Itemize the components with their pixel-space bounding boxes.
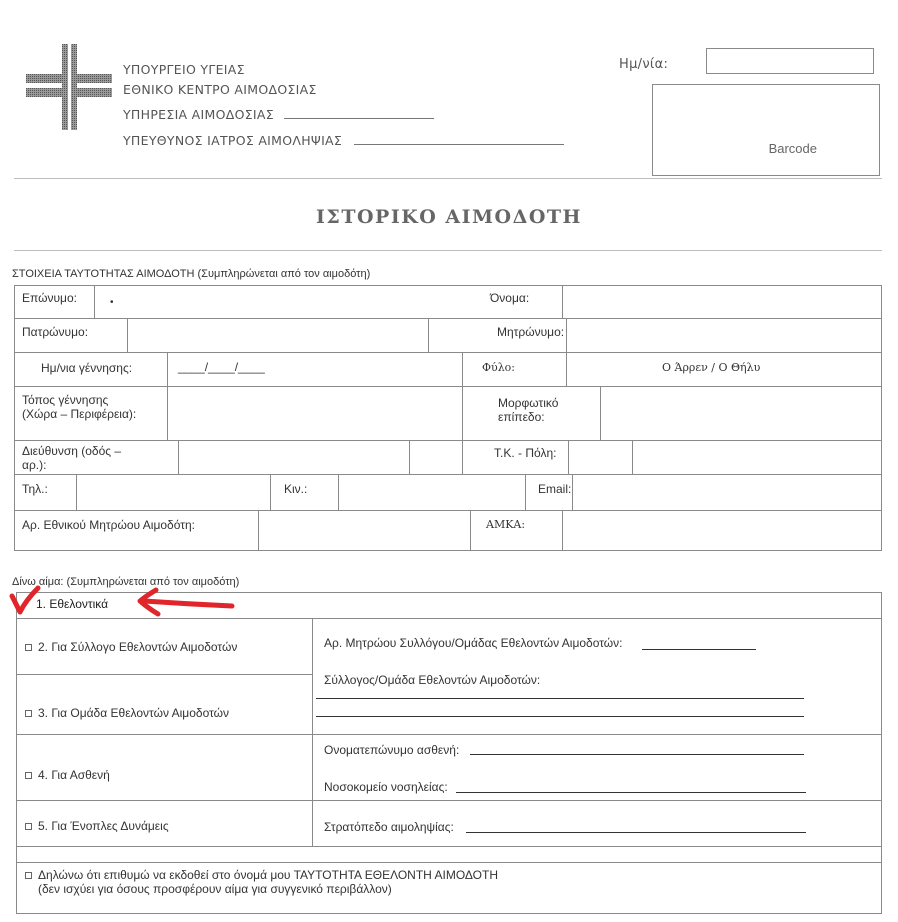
option-team[interactable]: 3. Για Ομάδα Εθελοντών Αιμοδοτών <box>25 706 229 720</box>
birthplace-label-2: (Χώρα – Περιφέρεια): <box>22 407 137 421</box>
assoc-reg-no-blank[interactable] <box>642 649 756 650</box>
red-checkmark-icon <box>6 582 46 622</box>
amka-label: ΑΜΚΑ: <box>486 518 526 531</box>
option-voluntary[interactable]: 1. Εθελοντικά <box>36 597 109 611</box>
mother-name-label: Μητρώνυμο: <box>497 325 565 339</box>
phone-label: Τηλ.: <box>22 482 48 496</box>
surname-input[interactable] <box>94 286 482 318</box>
option-patient[interactable]: 4. Για Ασθενή <box>25 768 110 782</box>
email-input[interactable] <box>573 475 879 509</box>
barcode-box <box>652 84 880 176</box>
identity-section-label: ΣΤΟΙΧΕΙΑ ΤΑΥΤΟΤΗΤΑΣ ΑΙΜΟΔΟΤΗ (Συμπληρώνεται από τον αιμοδότη) <box>12 268 371 280</box>
service-label: ΥΠΗΡΕΣΙΑ ΑΙΜΟΔΟΣΙΑΣ <box>123 107 274 122</box>
service-blank[interactable] <box>284 106 434 119</box>
hospital-label: Νοσοκομείο νοσηλείας: <box>324 780 448 794</box>
service-field[interactable] <box>123 106 434 122</box>
option-association[interactable]: 2. Για Σύλλογο Εθελοντών Αιμοδοτών <box>25 640 237 654</box>
sex-options[interactable]: Ο Άρρεν / Ο Θήλυ <box>662 361 761 374</box>
postal-city-label: Τ.Κ. - Πόλη: <box>494 446 557 460</box>
header-rule <box>14 178 882 179</box>
surname-value: • <box>110 297 114 308</box>
declaration-note: (δεν ισχύει για όσους προσφέρουν αίμα για συγγενικό περιβάλλον) <box>38 882 392 896</box>
street-number-input[interactable] <box>410 441 461 473</box>
blood-service-cross-logo <box>26 44 112 130</box>
mobile-label: Κιν.: <box>284 482 308 496</box>
date-label: Ημ/νία: <box>619 57 669 72</box>
mobile-input[interactable] <box>339 475 524 509</box>
physician-label: ΥΠΕΥΘΥΝΟΣ ΙΑΤΡΟΣ ΑΙΜΟΛΗΨΙΑΣ <box>123 133 343 148</box>
patient-name-blank[interactable] <box>470 754 804 755</box>
registry-no-input[interactable] <box>259 511 469 549</box>
ministry-name: ΥΠΟΥΡΓΕΙΟ ΥΓΕΙΑΣ <box>123 62 245 77</box>
birth-date-input[interactable]: ____/____/____ <box>178 360 265 374</box>
first-name-input[interactable] <box>563 286 879 318</box>
father-name-input[interactable] <box>128 319 427 351</box>
center-name: ΕΘΝΙΚΟ ΚΕΝΤΡΟ ΑΙΜΟΔΟΣΙΑΣ <box>123 82 317 97</box>
date-input[interactable] <box>706 48 874 74</box>
patient-name-label: Ονοματεπώνυμο ασθενή: <box>324 743 460 757</box>
assoc-name-blank-2[interactable] <box>316 716 804 717</box>
email-label: Email: <box>538 482 572 496</box>
id-card-declaration[interactable]: Δηλώνω ότι επιθυμώ να εκδοθεί στο όνομά μου ΤΑΥΤΟΤΗΤΑ ΕΘΕΛΟΝΤΗ ΑΙΜΟΔΟΤΗ <box>25 868 498 882</box>
donation-section-label: Δίνω αίμα: (Συμπληρώνεται από τον αιμοδότη) <box>12 576 240 588</box>
sex-label: Φύλο: <box>482 361 516 374</box>
education-label-2: επίπεδο: <box>498 410 545 424</box>
assoc-name-blank-1[interactable] <box>316 698 804 699</box>
phone-input[interactable] <box>77 475 269 509</box>
title-rule <box>14 250 882 251</box>
address-label-2: αρ.): <box>22 458 47 472</box>
city-input[interactable] <box>633 441 879 473</box>
assoc-name-label: Σύλλογος/Ομάδα Εθελοντών Αιμοδοτών: <box>324 673 541 687</box>
assoc-reg-no-label: Αρ. Μητρώου Συλλόγου/Ομάδας Εθελοντών Αιμοδοτών: <box>324 636 623 650</box>
option-armed-forces[interactable]: 5. Για Ένοπλες Δυνάμεις <box>25 819 169 833</box>
birthplace-label: Τόπος γέννησης <box>22 393 109 407</box>
registry-no-label: Αρ. Εθνικού Μητρώου Αιμοδότη: <box>22 518 195 532</box>
postal-code-input[interactable] <box>569 441 631 473</box>
father-name-label: Πατρώνυμο: <box>22 325 89 339</box>
street-input[interactable] <box>179 441 408 473</box>
mother-name-input[interactable] <box>567 319 879 351</box>
address-label: Διεύθυνση (οδός – <box>22 444 122 458</box>
birth-date-label: Ημ/νια γέννησης: <box>41 361 133 375</box>
camp-label: Στρατόπεδο αιμοληψίας: <box>324 820 454 834</box>
hospital-blank[interactable] <box>456 792 806 793</box>
barcode-label: Barcode <box>768 141 817 156</box>
physician-field[interactable] <box>123 132 564 148</box>
birthplace-input[interactable] <box>168 387 461 439</box>
camp-blank[interactable] <box>466 832 806 833</box>
surname-label: Επώνυμο: <box>22 291 77 305</box>
page-title: ΙΣΤΟΡΙΚΟ ΑΙΜΟΔΟΤΗ <box>316 206 582 228</box>
physician-blank[interactable] <box>354 132 564 145</box>
education-label: Μορφωτικό <box>498 396 559 410</box>
education-input[interactable] <box>601 387 879 439</box>
red-arrow-icon <box>128 584 240 618</box>
first-name-label: Όνομα: <box>490 291 530 305</box>
amka-input[interactable] <box>563 511 879 549</box>
